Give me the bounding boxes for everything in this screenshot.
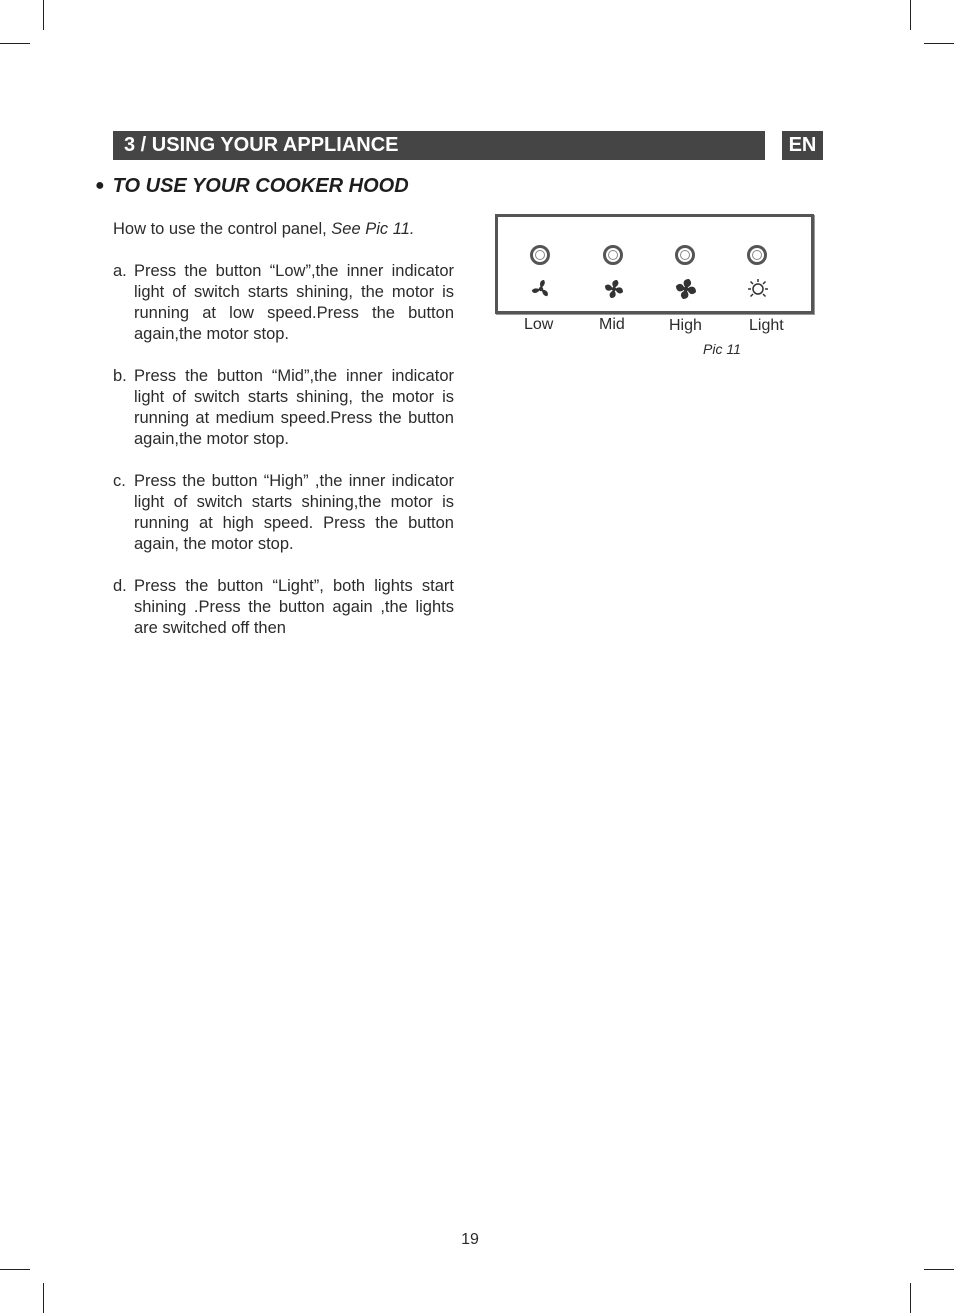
panel-label-light: Light bbox=[749, 317, 784, 334]
indicator-light-low bbox=[530, 245, 550, 265]
crop-mark bbox=[0, 1269, 30, 1270]
step-letter: c. bbox=[113, 472, 126, 490]
instruction-step bbox=[113, 366, 454, 450]
section-heading-text: TO USE YOUR COOKER HOOD bbox=[112, 175, 409, 197]
fan-high-icon bbox=[675, 278, 697, 300]
indicator-light-light bbox=[747, 245, 767, 265]
crop-mark bbox=[924, 1269, 954, 1270]
fan-low-icon bbox=[530, 278, 552, 300]
crop-mark bbox=[910, 0, 911, 30]
step-text: Press the button “High” ,the inner indicator light of switch starts shining,the motor is running at high speed. Press the button again, the motor stop. bbox=[134, 472, 454, 553]
intro-paragraph bbox=[113, 219, 414, 240]
step-letter: a. bbox=[113, 262, 127, 280]
intro-text: How to use the control panel, bbox=[113, 220, 332, 238]
instruction-steps bbox=[113, 261, 454, 660]
panel-label-low: Low bbox=[524, 316, 554, 333]
indicator-light-high bbox=[675, 245, 695, 265]
indicator-light-mid bbox=[603, 245, 623, 265]
crop-mark bbox=[924, 43, 954, 44]
language-badge: EN bbox=[782, 131, 823, 160]
step-text: Press the button “Light”, both lights start shining .Press the button again ,the lights are switched off then bbox=[134, 577, 454, 637]
instruction-step bbox=[113, 471, 454, 555]
panel-label-mid: Mid bbox=[599, 316, 625, 333]
step-letter: d. bbox=[113, 577, 127, 595]
figure-caption: Pic 11 bbox=[703, 341, 741, 357]
crop-mark bbox=[43, 0, 44, 30]
crop-mark bbox=[910, 1283, 911, 1313]
instruction-step bbox=[113, 261, 454, 345]
crop-mark bbox=[0, 43, 30, 44]
page-number: 19 bbox=[461, 1231, 479, 1248]
intro-figure-reference: See Pic 11. bbox=[331, 220, 415, 238]
step-letter: b. bbox=[113, 367, 127, 385]
section-header-bar: 3 / USING YOUR APPLIANCE bbox=[113, 131, 765, 160]
section-heading bbox=[95, 175, 409, 198]
bullet-icon: ● bbox=[95, 177, 105, 194]
crop-mark bbox=[43, 1283, 44, 1313]
control-panel-illustration bbox=[495, 214, 814, 314]
light-bulb-icon bbox=[746, 278, 770, 300]
step-text: Press the button “Mid”,the inner indicator light of switch starts shining, the motor is running at medium speed.Press the button again,the motor stop. bbox=[134, 367, 454, 448]
fan-mid-icon bbox=[603, 278, 625, 300]
panel-label-high: High bbox=[669, 317, 702, 334]
step-text: Press the button “Low”,the inner indicator light of switch starts shining, the motor is running at low speed.Press the button again,the motor stop. bbox=[134, 262, 454, 343]
instruction-step bbox=[113, 576, 454, 639]
